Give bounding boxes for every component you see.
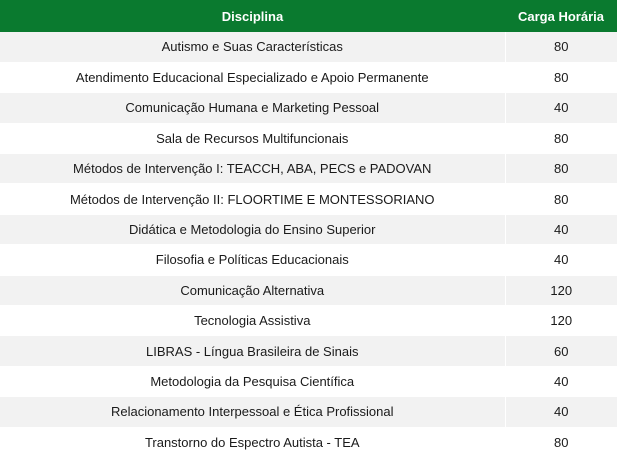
cell-carga-horaria: 40 — [505, 214, 617, 244]
table-row — [0, 214, 617, 244]
cell-carga-horaria: 40 — [505, 397, 617, 427]
table-row — [0, 427, 617, 457]
table-row — [0, 245, 617, 275]
table-row — [0, 336, 617, 366]
cell-carga-horaria: 60 — [505, 336, 617, 366]
cell-disciplina: LIBRAS - Língua Brasileira de Sinais — [0, 336, 505, 366]
header-carga-horaria: Carga Horária — [518, 8, 604, 24]
cell-carga-horaria: 120 — [505, 306, 617, 336]
cell-disciplina: Atendimento Educacional Especializado e Apoio Permanente — [0, 62, 505, 92]
cell-carga-horaria: 80 — [505, 32, 617, 62]
table-row — [0, 62, 617, 92]
cell-carga-horaria: 80 — [505, 184, 617, 214]
table-row — [0, 184, 617, 214]
header-disciplina: Disciplina — [221, 8, 284, 24]
table-row — [0, 93, 617, 123]
cell-carga-horaria: 40 — [505, 245, 617, 275]
table-row — [0, 154, 617, 184]
cell-disciplina: Métodos de Intervenção I: TEACCH, ABA, PECS e PADOVAN — [0, 154, 505, 184]
cell-disciplina: Comunicação Humana e Marketing Pessoal — [0, 93, 505, 123]
table-row — [0, 32, 617, 62]
cell-disciplina: Relacionamento Interpessoal e Ética Profissional — [0, 397, 505, 427]
cell-disciplina: Métodos de Intervenção II: FLOORTIME E MONTESSORIANO — [0, 184, 505, 214]
table-body — [0, 32, 617, 457]
cell-disciplina: Filosofia e Políticas Educacionais — [0, 245, 505, 275]
cell-disciplina: Didática e Metodologia do Ensino Superior — [0, 214, 505, 244]
cell-carga-horaria: 40 — [505, 93, 617, 123]
table-row — [0, 123, 617, 153]
cell-disciplina: Tecnologia Assistiva — [0, 306, 505, 336]
cell-carga-horaria: 80 — [505, 62, 617, 92]
cell-disciplina: Sala de Recursos Multifuncionais — [0, 123, 505, 153]
table-row — [0, 275, 617, 305]
header-row — [0, 0, 617, 32]
table-row — [0, 366, 617, 396]
cell-carga-horaria: 80 — [505, 123, 617, 153]
table-row — [0, 397, 617, 427]
table-row — [0, 306, 617, 336]
cell-disciplina: Autismo e Suas Características — [0, 32, 505, 62]
cell-disciplina: Metodologia da Pesquisa Científica — [0, 366, 505, 396]
cell-disciplina: Transtorno do Espectro Autista - TEA — [0, 427, 505, 457]
cell-carga-horaria: 80 — [505, 427, 617, 457]
table-header — [0, 0, 617, 32]
cell-disciplina: Comunicação Alternativa — [0, 275, 505, 305]
cell-carga-horaria: 80 — [505, 154, 617, 184]
cell-carga-horaria: 40 — [505, 366, 617, 396]
cell-carga-horaria: 120 — [505, 275, 617, 305]
